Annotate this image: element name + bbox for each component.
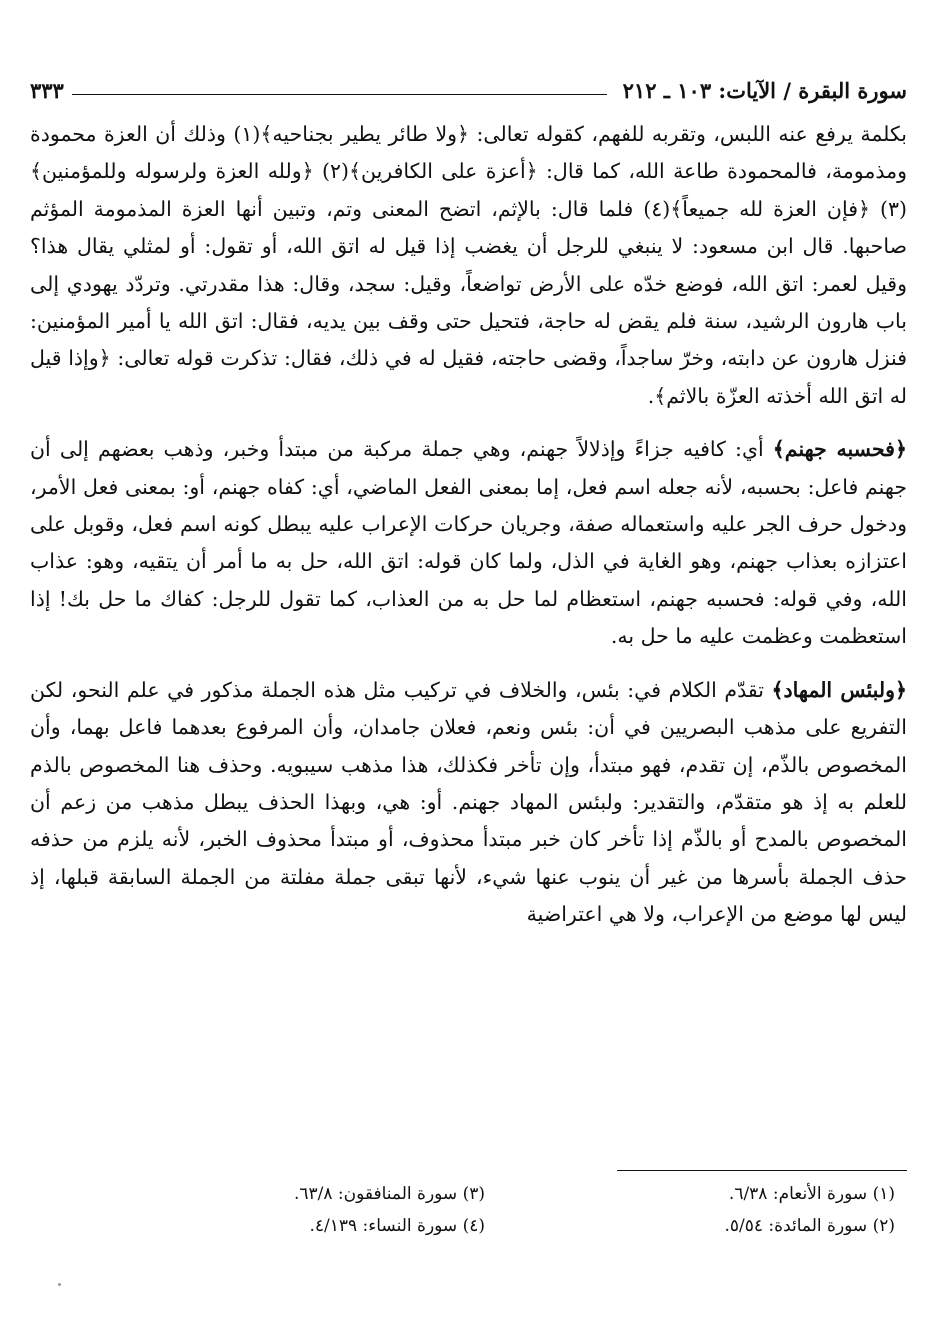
paragraph-2 [30,431,907,655]
header-title: سورة البقرة / الآيات: ١٠٣ ـ ٢١٢ [622,77,907,103]
paragraph-1 [30,116,907,415]
footnote-3: (٣) سورة المنافقون: ٦٣/٨. [293,1184,485,1204]
page-number: ٣٣٣ [30,77,64,103]
footnote-rule [617,1170,907,1171]
paragraph-text: بكلمة يرفع عنه اللبس، وتقربه للفهم، كقوله تعالى: ﴿ولا طائر يطير بجناحيه﴾(١) وذلك أن العزة محمودة ومذمومة، فالمحمودة طاعة الله، كما قال: ﴿أعزة على الكافرين﴾(٢) ﴿ولله العزة ولرسوله وللمؤمنين﴾(٣) ﴿فإن العزة لله جميعاً﴾(٤) فلما قال: بالإثم، اتضح المعنى وتم، وتبين أنها العزة المذمومة المؤثم صاحبها. قال ابن مسعود: لا ينبغي للرجل أن يغضب إذا قيل له اتق الله، أو تقول: أو لمثلي يقال هذا؟ وقيل لعمر: اتق الله، فوضع خدّه على الأرض تواضعاً، وقيل: سجد، وقال: هذا مقدرتي. وتردّد يهودي إلى باب هارون الرشيد، سنة فلم يقض له حاجة، فتحيل حتى وقف بين يديه، فقال: اتق الله يا أمير المؤمنين: فنزل هارون عن دابته، وخرّ ساجداً، وقضى حاجته، فقيل له في ذلك، فقال: تذكرت قوله تعالى: ﴿وإذا قيل له اتق الله أخذته العزّة بالاثم﴾. [30,122,908,408]
body-text [30,116,907,934]
footnote-2: (٢) سورة المائدة: ٥/٥٤. [724,1216,895,1236]
footnote-4: (٤) سورة النساء: ٤/١٣٩. [309,1216,485,1236]
paragraph-lead: ﴿فحسبه جهنم﴾ [772,437,907,462]
running-header [30,72,907,108]
footnotes [135,1184,895,1248]
paragraph-text: أي: كافيه جزاءً وإذلالاً جهنم، وهي جملة مركبة من مبتدأ وخبر، وذهب بعضهم إلى أن جهنم فاعل: بحسبه، لأنه جعله اسم فعل، إما بمعنى الفعل الماضي، أي: كفاه جهنم، أو: بمعنى فعل الأمر، ودخول حرف الجر عليه واستعماله صفة، وجريان حركات الإعراب عليه يبطل كونه اسم فعل، وقوبل على اعتزازه بعذاب جهنم، وهو الغاية في الذل، ولما كان قوله: اتق الله، حل به ما أمر أن يتقيه، وهو: عذاب الله، وفي قوله: فحسبه جهنم، استعظام لما حل به من العذاب، كما تقول للرجل: كفاك ما حل بك! إذا استعظمت وعظمت عليه ما حل به. [30,437,907,649]
scan-speck [58,1283,61,1286]
footnote-1: (١) سورة الأنعام: ٦/٣٨. [728,1184,895,1204]
paragraph-text: تقدّم الكلام في: بئس، والخلاف في تركيب مثل هذه الجملة مذكور في علم النحو، لكن التفريع على مذهب البصريين في أن: بئس ونعم، فعلان جامدان، وأن المرفوع بعدهما فاعل بهما، وأن المخصوص بالذّم، إن تقدم، فهو مبتدأ، وإن تأخر فكذلك، هذا مذهب سيبويه. وحذف هنا المخصوص بالذم للعلم به إذ هو متقدّم، والتقدير: ولبئس المهاد جهنم. أو: هي، وبهذا الحذف يبطل مذهب من زعم أن المخصوص بالمدح أو بالذّم إذا تأخر كان خبر مبتدأ محذوف، أو مبتدأ محذوف الخبر، لأنه يلزم من حذفه حذف الجملة بأسرها من غير أن ينوب عنها شيء، لأنها تبقى جملة مفلتة من الجملة السابقة قبلها، إذ ليس لها موضع من الإعراب، ولا هي اعتراضية [30,677,907,927]
paragraph-lead: ﴿ولبئس المهاد﴾ [771,677,907,702]
book-page [30,72,907,1312]
header-rule [72,94,607,95]
paragraph-3 [30,672,907,934]
